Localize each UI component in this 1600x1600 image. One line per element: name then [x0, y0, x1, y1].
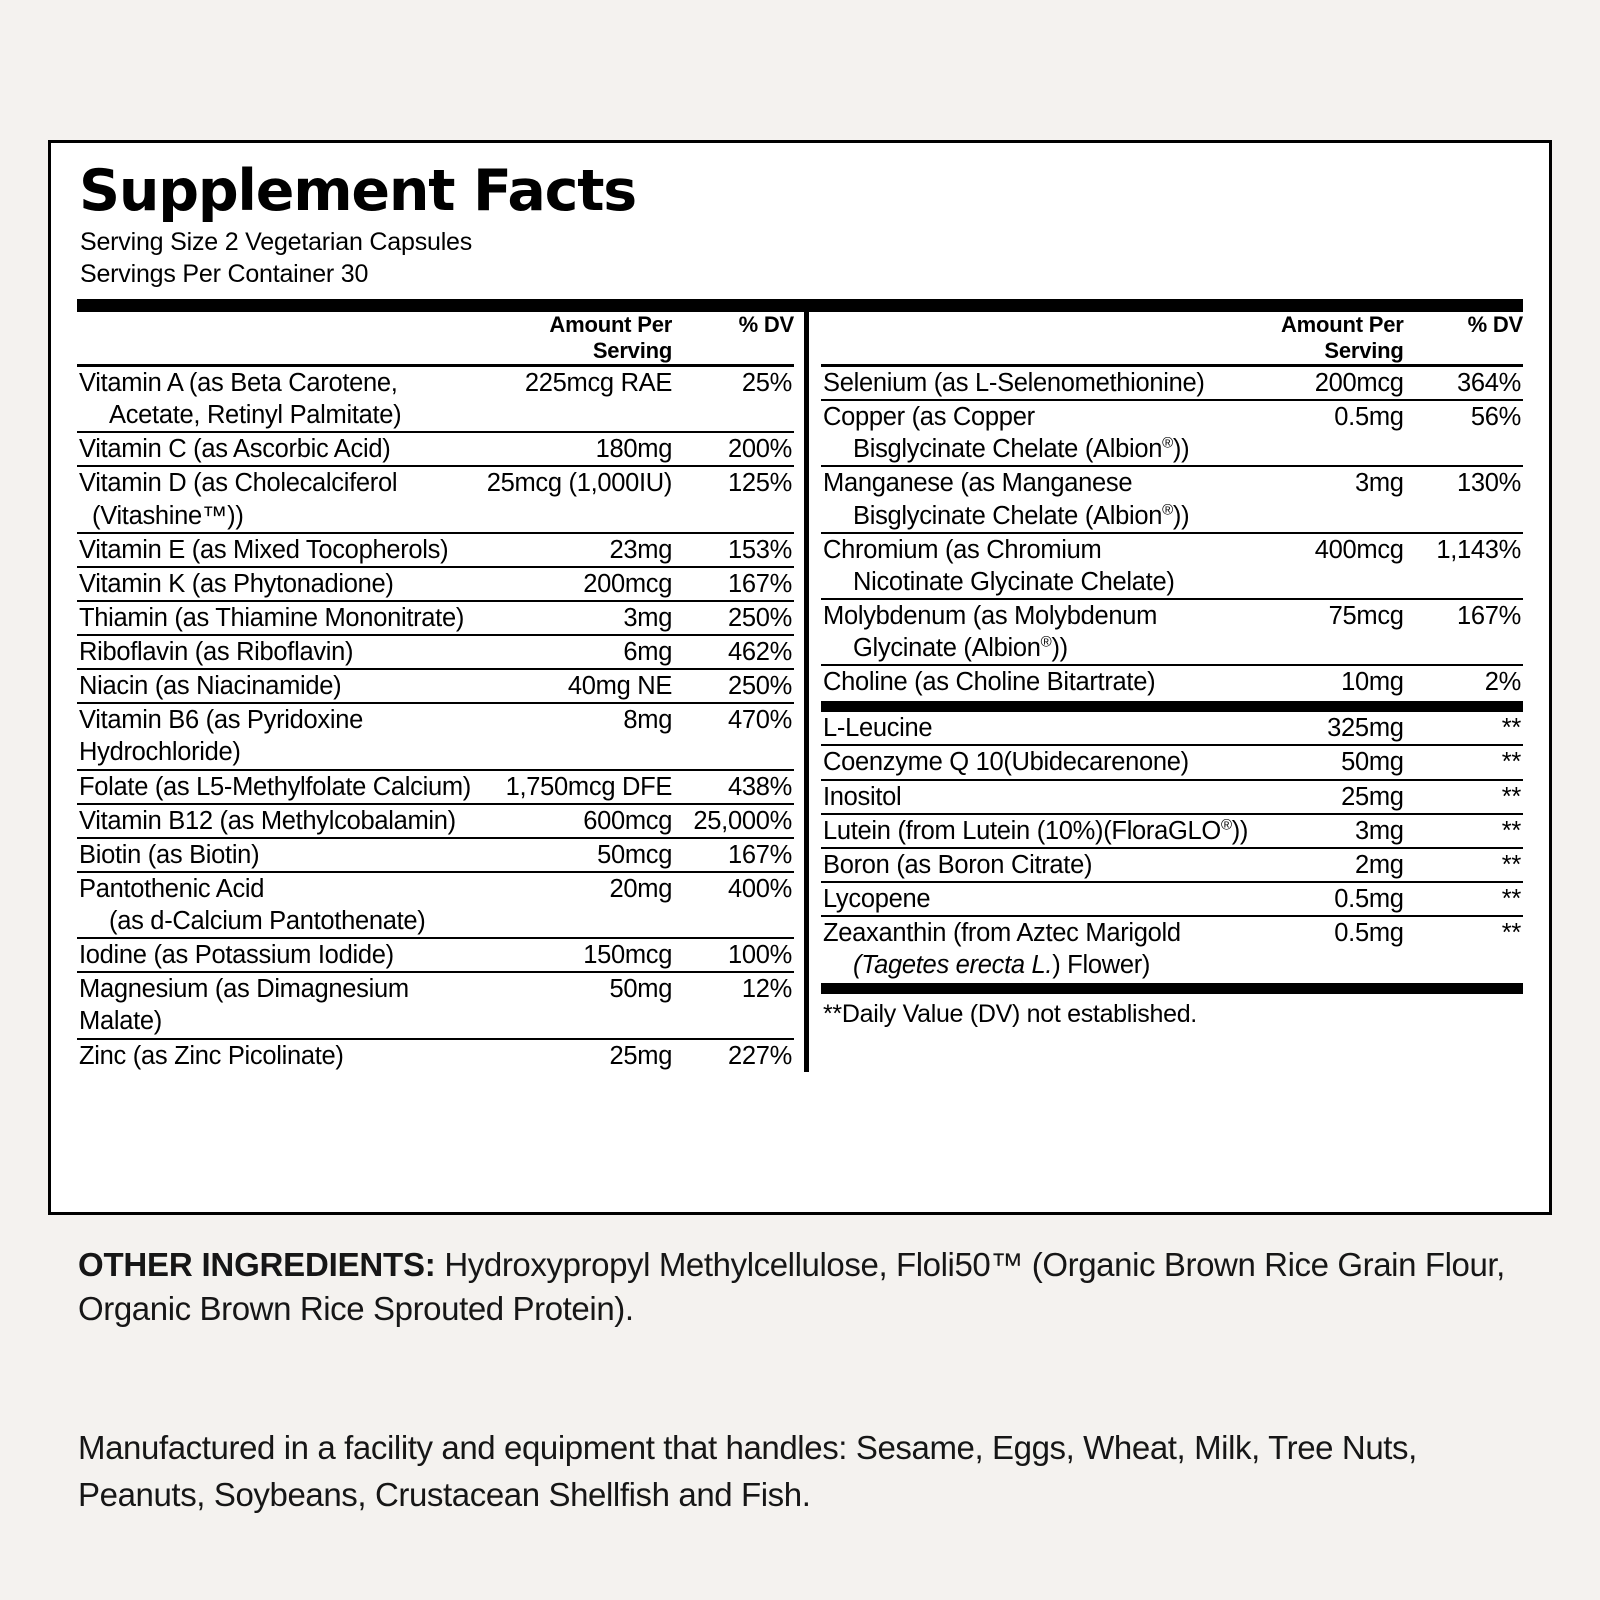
- nutrient-name-line2: Glycinate (Albion®)): [853, 633, 1068, 662]
- nutrient-name: [77, 466, 479, 532]
- table-row: [77, 703, 794, 769]
- nutrient-dv: 1,143%: [1404, 533, 1523, 599]
- nutrient-dv: 56%: [1404, 400, 1523, 466]
- nutrient-name-line2: Acetate, Retinyl Palmitate): [109, 401, 402, 430]
- table-row: [821, 745, 1523, 779]
- nutrient-name-line2: Bisglycinate Chelate (Albion®)): [853, 501, 1190, 530]
- nutrient-amount: 23mg: [479, 533, 673, 567]
- nutrient-name: Coenzyme Q 10(Ubidecarenone): [821, 745, 1263, 779]
- table-row: [821, 366, 1523, 401]
- column-divider: [804, 312, 809, 1072]
- nutrient-name: Inositol: [821, 780, 1263, 814]
- table-row: [77, 601, 794, 635]
- nutrient-amount: 25mcg (1,000IU): [479, 466, 673, 532]
- nutrient-name: L-Leucine: [821, 712, 1263, 745]
- nutrient-amount: 180mg: [479, 432, 673, 466]
- page-title: Supplement Facts: [79, 158, 636, 224]
- table-row: [821, 400, 1523, 466]
- table-row: [77, 1039, 794, 1072]
- table-row: [821, 882, 1523, 916]
- middle-thick-rule: [821, 701, 1523, 712]
- nutrient-name: Boron (as Boron Citrate): [821, 848, 1263, 882]
- nutrient-name: Choline (as Choline Bitartrate): [823, 668, 1156, 697]
- dv-footnote: **Daily Value (DV) not established.: [823, 1000, 1197, 1029]
- nutrient-dv: 2%: [1484, 668, 1521, 697]
- nutrient-name-line1: Pantothenic Acid: [79, 874, 265, 903]
- nutrient-name: [821, 533, 1263, 599]
- table-row: [77, 432, 794, 466]
- nutrient-dv: **: [1404, 848, 1523, 882]
- nutrient-amount: 25mg: [609, 1041, 673, 1070]
- nutrient-name: Zinc (as Zinc Picolinate): [79, 1041, 344, 1070]
- nutrient-name: Magnesium (as Dimagnesium Malate): [77, 972, 479, 1038]
- nutrient-amount: 325mg: [1263, 712, 1403, 745]
- table-row: [77, 972, 794, 1038]
- nutrient-name: Vitamin E (as Mixed Tocopherols): [77, 533, 479, 567]
- nutrient-amount: 50mg: [479, 972, 673, 1038]
- nutrient-name: Iodine (as Potassium Iodide): [77, 938, 479, 972]
- nutrient-dv: 364%: [1404, 366, 1523, 401]
- nutrient-amount: 6mg: [479, 635, 673, 669]
- table-row: [77, 770, 794, 804]
- nutrient-dv: 438%: [672, 770, 794, 804]
- nutrient-name: [821, 599, 1263, 665]
- right-nutrient-column: [821, 312, 1523, 1072]
- left-nutrient-table: [77, 312, 794, 1072]
- nutrient-name: Biotin (as Biotin): [77, 838, 479, 872]
- nutrient-columns: [77, 312, 1523, 1072]
- header-blank-cell: [77, 312, 479, 364]
- nutrient-name-line2: (as d-Calcium Pantothenate): [109, 907, 426, 935]
- nutrient-amount: 10mg: [1341, 668, 1404, 697]
- nutrient-dv: 250%: [672, 601, 794, 635]
- nutrient-name: [821, 916, 1263, 981]
- nutrient-dv: 167%: [672, 567, 794, 601]
- nutrient-name: Vitamin K (as Phytonadione): [77, 567, 479, 601]
- nutrient-amount: 50mg: [1263, 745, 1403, 779]
- nutrient-dv: 167%: [672, 838, 794, 872]
- table-row: [821, 848, 1523, 882]
- table-row: [77, 669, 794, 703]
- nutrient-amount: 200mcg: [479, 567, 673, 601]
- nutrient-name: Vitamin B12 (as Methylcobalamin): [77, 804, 479, 838]
- header-percent-dv: % DV: [1467, 312, 1523, 337]
- nutrient-amount: 75mcg: [1263, 599, 1403, 665]
- nutrient-name: Selenium (as L-Selenomethionine): [821, 366, 1263, 401]
- right-nutrient-table-bottom: [821, 712, 1523, 981]
- nutrient-dv: 250%: [672, 669, 794, 703]
- nutrient-amount: 25mg: [1263, 780, 1403, 814]
- nutrient-amount: 2mg: [1263, 848, 1403, 882]
- nutrient-dv: 100%: [672, 938, 794, 972]
- nutrient-dv: 227%: [727, 1041, 792, 1070]
- nutrient-name: Vitamin C (as Ascorbic Acid): [77, 432, 479, 466]
- header-blank-cell: [821, 312, 1263, 364]
- nutrient-amount: 20mg: [479, 872, 673, 938]
- table-row: [821, 466, 1523, 532]
- nutrient-name: Thiamin (as Thiamine Mononitrate): [77, 601, 479, 635]
- nutrient-amount: 400mcg: [1263, 533, 1403, 599]
- left-nutrient-column: [77, 312, 804, 1072]
- nutrient-name-line1: Vitamin D (as Cholecalciferol: [79, 469, 398, 498]
- table-row: [821, 599, 1523, 665]
- nutrient-amount: 50mcg: [479, 838, 673, 872]
- other-ingredients-text: Hydroxypropyl Methylcellulose, Floli50™ (Organic Brown Rice Grain Flour, Organic Brown Rice Sprouted Protein).: [78, 1246, 1505, 1327]
- table-header-row: [821, 312, 1523, 364]
- nutrient-name: Vitamin B6 (as Pyridoxine Hydrochloride): [77, 703, 479, 769]
- serving-size-line: Serving Size 2 Vegetarian Capsules: [80, 228, 473, 256]
- nutrient-dv: **: [1404, 814, 1523, 848]
- nutrient-name: [821, 400, 1263, 466]
- supplement-facts-panel: [48, 140, 1552, 1215]
- nutrient-amount: 3mg: [1263, 466, 1403, 532]
- nutrient-dv: 167%: [1404, 599, 1523, 665]
- nutrient-dv: **: [1404, 712, 1523, 745]
- nutrient-name-line1: Manganese (as Manganese: [823, 469, 1133, 498]
- nutrient-dv: 400%: [672, 872, 794, 938]
- allergen-statement: Manufactured in a facility and equipment that handles: Sesame, Eggs, Wheat, Milk, Tree Nuts, Peanuts, Soybeans, Crustacean Shellfish and Fish.: [78, 1429, 1417, 1513]
- table-row: [821, 533, 1523, 599]
- nutrient-amount: 0.5mg: [1263, 400, 1403, 466]
- table-row: [77, 533, 794, 567]
- nutrient-name-line1: Copper (as Copper: [823, 403, 1035, 432]
- nutrient-amount: 1,750mcg DFE: [479, 770, 673, 804]
- nutrient-name-line1: Chromium (as Chromium: [823, 535, 1102, 564]
- nutrient-dv: 153%: [672, 533, 794, 567]
- nutrient-name: Lutein (from Lutein (10%)(FloraGLO®)): [821, 814, 1263, 848]
- nutrient-amount: 0.5mg: [1334, 919, 1404, 947]
- nutrient-amount: 40mg NE: [479, 669, 673, 703]
- nutrient-dv: **: [1404, 882, 1523, 916]
- nutrient-dv: 470%: [672, 703, 794, 769]
- nutrient-name: [77, 872, 479, 938]
- table-row: [77, 838, 794, 872]
- header-amount-per-serving: Amount Per Serving: [549, 312, 673, 363]
- table-row: [77, 466, 794, 532]
- table-header-row: [77, 312, 794, 364]
- nutrient-name-line2: Bisglycinate Chelate (Albion®)): [853, 434, 1190, 464]
- servings-per-container-line: Servings Per Container 30: [80, 260, 369, 288]
- nutrient-name: [821, 466, 1263, 532]
- nutrient-name-line1: Zeaxanthin (from Aztec Marigold: [823, 919, 1181, 947]
- nutrient-dv: 25%: [672, 366, 794, 433]
- table-row: [77, 938, 794, 972]
- other-ingredients-label: OTHER INGREDIENTS:: [78, 1246, 436, 1283]
- nutrient-amount: 225mcg RAE: [479, 366, 673, 433]
- nutrient-dv: **: [1404, 780, 1523, 814]
- nutrient-name: Folate (as L5-Methylfolate Calcium): [77, 770, 479, 804]
- nutrient-amount: 3mg: [479, 601, 673, 635]
- header-thick-rule: [77, 299, 1523, 312]
- nutrient-dv: 130%: [1404, 466, 1523, 532]
- nutrient-amount: 150mcg: [479, 938, 673, 972]
- table-row: [821, 780, 1523, 814]
- nutrient-name-line2: Nicotinate Glycinate Chelate): [853, 567, 1175, 596]
- nutrient-name: [77, 366, 479, 433]
- nutrient-name-line2: (Tagetes erecta L.) Flower): [853, 951, 1151, 980]
- table-row: [77, 872, 794, 938]
- table-row: [77, 635, 794, 669]
- right-nutrient-table-top: [821, 312, 1523, 698]
- nutrient-dv: **: [1404, 745, 1523, 779]
- table-row: [821, 916, 1523, 981]
- nutrient-amount: 200mcg: [1263, 366, 1403, 401]
- nutrient-dv: **: [1501, 919, 1521, 947]
- header-percent-dv: % DV: [738, 312, 794, 337]
- table-row: [77, 804, 794, 838]
- nutrient-dv: 462%: [672, 635, 794, 669]
- table-row: [77, 366, 794, 433]
- nutrient-amount: 600mcg: [479, 804, 673, 838]
- other-ingredients-block: [78, 1243, 1508, 1331]
- table-row: [821, 712, 1523, 745]
- nutrient-dv: 200%: [672, 432, 794, 466]
- bottom-thick-rule: [821, 983, 1523, 994]
- nutrient-name: Riboflavin (as Riboflavin): [77, 635, 479, 669]
- table-row: [821, 665, 1523, 698]
- nutrient-name: Lycopene: [821, 882, 1263, 916]
- nutrient-amount: 0.5mg: [1263, 882, 1403, 916]
- nutrient-dv: 12%: [672, 972, 794, 1038]
- table-row: [821, 814, 1523, 848]
- header-amount-per-serving: Amount Per Serving: [1280, 312, 1404, 363]
- nutrient-dv: 125%: [672, 466, 794, 532]
- nutrient-name-line1: Vitamin A (as Beta Carotene,: [79, 369, 398, 397]
- nutrient-name: Niacin (as Niacinamide): [77, 669, 479, 703]
- table-row: [77, 567, 794, 601]
- nutrient-name-line2: (Vitashine™)): [92, 501, 244, 530]
- nutrient-name-line1: Molybdenum (as Molybdenum: [823, 601, 1158, 630]
- nutrient-amount: 8mg: [479, 703, 673, 769]
- nutrient-dv: 25,000%: [672, 804, 794, 838]
- nutrient-amount: 3mg: [1263, 814, 1403, 848]
